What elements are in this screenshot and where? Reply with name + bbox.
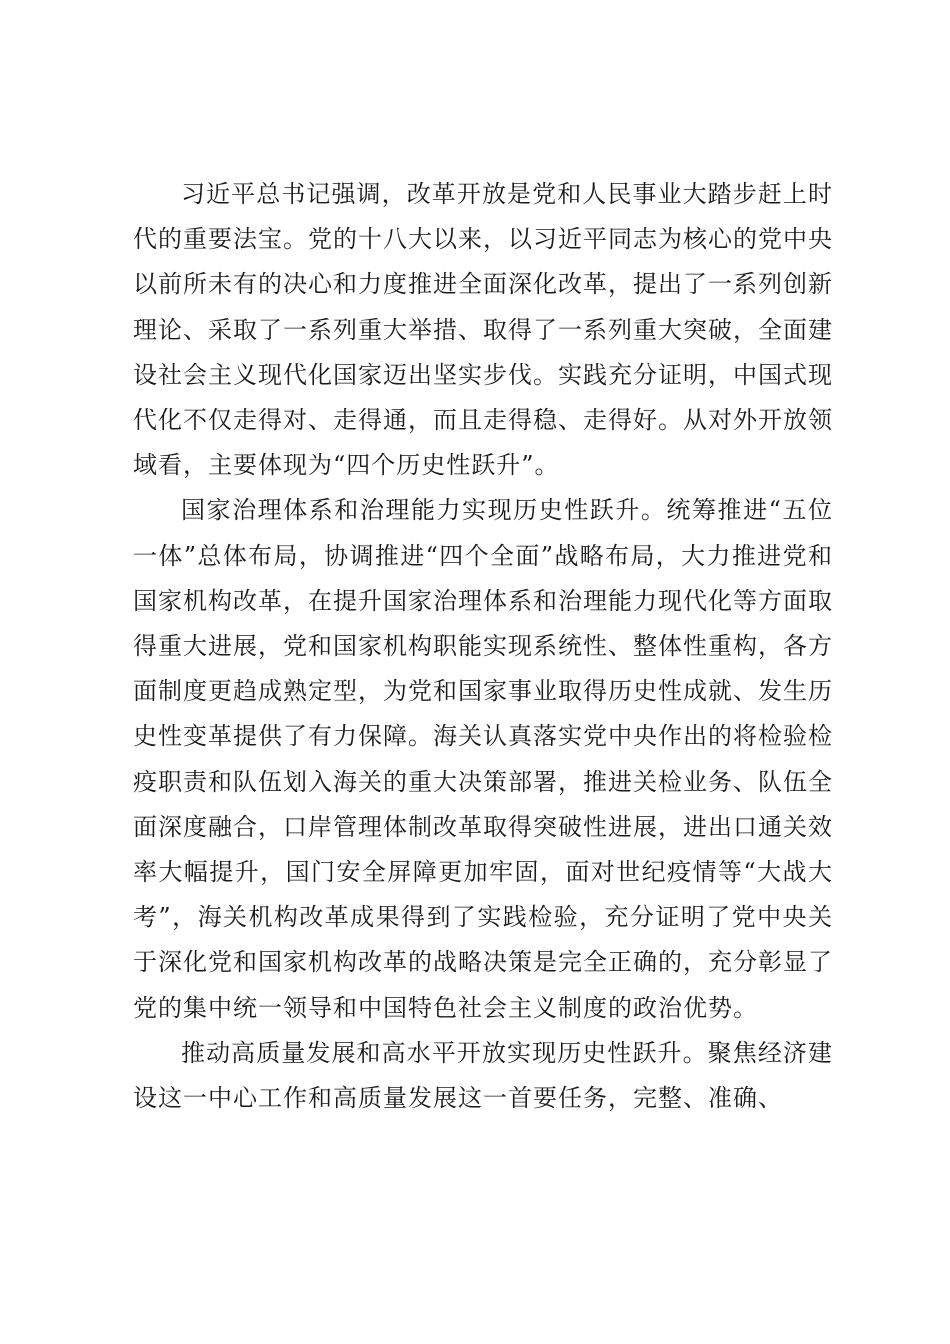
paragraph-intro: 习近平总书记强调，改革开放是党和人民事业大踏步赶上时代的重要法宝。党的十八大以来，以习近平同志为核心的党中央以前所未有的决心和力度推进全面深化改革，提出了一系列创新理论、采取了一系列重大举措、取得了一系列重大突破，全面建设社会主义现代化国家迈出坚实步伐。实践充分证明，中国式现代化不仅走得对、走得通，而且走得稳、走得好。从对外开放领域看，主要体现为“四个历史性跃升”。 — [133, 180, 833, 480]
paragraph-development: 推动高质量发展和高水平开放实现历史性跃升。聚焦经济建设这一中心工作和高质量发展这一首要任务，完整、准确、 — [133, 1038, 833, 1113]
paragraph-governance: 国家治理体系和治理能力实现历史性跃升。统筹推进“五位一体”总体布局，协调推进“四个全面”战略布局，大力推进党和国家机构改革，在提升国家治理体系和治理能力现代化等方面取得重大进展，党和国家机构职能实现系统性、整体性重构，各方面制度更趋成熟定型，为党和国家事业取得历史性成就、发生历史性变革提供了有力保障。海关认真落实党中央作出的将检验检疫职责和队伍划入海关的重大决策部署，推进关检业务、队伍全面深度融合，口岸管理体制改革取得突破性进展，进出口通关效率大幅提升，国门安全屏障更加牢固，面对世纪疫情等“大战大考”，海关机构改革成果得到了实践检验，充分证明了党中央关于深化党和国家机构改革的战略决策是完全正确的，充分彰显了党的集中统一领导和中国特色社会主义制度的政治优势。 — [133, 496, 833, 1022]
document-body — [133, 172, 833, 1121]
